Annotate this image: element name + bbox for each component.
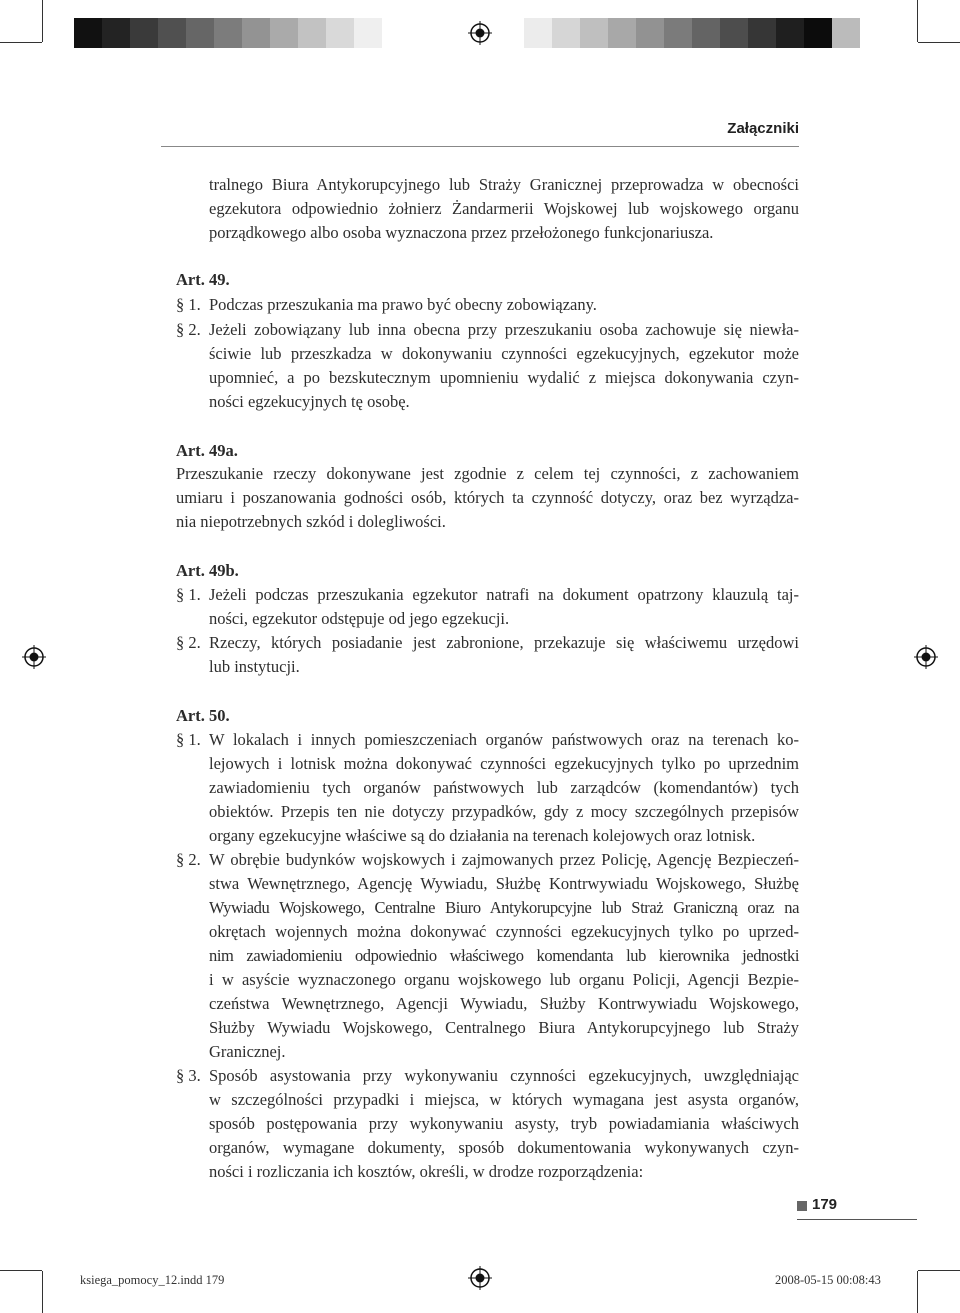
text-line: Rzeczy, których posiadanie jest zabronione, przekazuje się właściwemu urzędowi (209, 633, 799, 652)
text-line: upomnieć, a po bezskutecznym upomnieniu wydalić z miejsca dokonywania czyn- (209, 368, 799, 387)
text-line: umiaru i poszanowania godności osób, których ta czynność dotyczy, oraz bez wyrządza- (176, 488, 799, 507)
registration-mark-icon (22, 645, 46, 669)
paragraph-number: § 1. (176, 295, 201, 314)
text-line: stwa Wewnętrznego, Agencję Wywiadu, Służbę Kontrwywiadu Wojskowego, Służbę (209, 874, 799, 893)
color-swatch (720, 18, 748, 48)
text-line: Służby Wywiadu Wojskowego, Centralnego Biura Antykorupcyjnego lub Straży (209, 1018, 799, 1037)
registration-mark-icon (468, 1266, 492, 1290)
color-swatch (636, 18, 664, 48)
text-line: W lokalach i innych pomieszczeniach organów państwowych oraz na terenach ko- (209, 730, 799, 749)
text-line: ności i rozliczania ich kosztów, określi, w drodze rozporządzenia: (209, 1162, 644, 1181)
text-line: tralnego Biura Antykorupcyjnego lub Straży Granicznej przeprowadza w obecności (209, 175, 799, 194)
text-line: Jeżeli zobowiązany lub inna obecna przy przeszukaniu osoba zachowuje się niewła- (209, 320, 799, 339)
crop-mark (917, 1271, 918, 1313)
crop-mark (0, 42, 42, 43)
text-line: nia niepotrzebnych szkód i dolegliwości. (176, 512, 446, 531)
text-line: w szczególności przypadki i miejsca, w których wymagana jest asysta organów, (209, 1090, 799, 1109)
paragraph-number: § 3. (176, 1066, 201, 1085)
color-swatch (664, 18, 692, 48)
page-number: 179 (812, 1196, 838, 1213)
text-line: lub instytucji. (209, 657, 300, 676)
text-line: obiektów. Przepis ten nie dotyczy przypadków, gdy z mocy szczególnych przepisów (209, 802, 799, 821)
text-line: ności egzekucyjnych tę osobę. (209, 392, 410, 411)
text-line: Granicznej. (209, 1042, 286, 1061)
text-line: zawiadomieniu tych organów państwowych lub zarządców (komendantów) tych (209, 778, 799, 797)
text-line: Przeszukanie rzeczy dokonywane jest zgodnie z celem tej czynności, z zachowaniem (176, 464, 799, 483)
color-calibration-bar-right (524, 18, 860, 48)
color-swatch (692, 18, 720, 48)
paragraph-number: § 2. (176, 320, 201, 339)
text-line: organów, wymagane dokumenty, sposób dokumentowania wykonywanych czyn- (209, 1138, 799, 1157)
article-heading: Art. 49. (176, 270, 230, 289)
page-number-rule (797, 1219, 917, 1220)
text-line: organy egzekucyjne właściwe są do działania na terenach kolejowych oraz lotnisk. (209, 826, 756, 845)
crop-mark (0, 1270, 42, 1271)
color-swatch (608, 18, 636, 48)
text-line: W obrębie budynków wojskowych i zajmowanych przez Policję, Agencję Bezpieczeń- (209, 850, 799, 869)
text-line: okrętach wojennych można dokonywać czynności egzekucyjnych tylko po uprzed- (209, 922, 799, 941)
text-line: i w asyście wyznaczonego organu wojskowego lub organu Policji, Agencji Bezpie- (209, 970, 799, 989)
text-line: Wywiadu Wojskowego, Centralne Biuro Antykorupcyjne lub Straż Graniczną oraz na (209, 898, 799, 917)
paragraph-number: § 2. (176, 850, 201, 869)
text-line: Podczas przeszukania ma prawo być obecny zobowiązany. (209, 295, 597, 314)
text-line: ności, egzekutor odstępuje od jego egzekucji. (209, 609, 510, 628)
article-heading: Art. 50. (176, 706, 230, 725)
text-line: lejowych i lotnisk można dokonywać czynności egzekucyjnych tylko po uprzednim (209, 754, 799, 773)
text-line: nim zawiadomieniu odpowiednio właściwego komendanta lub kierownika jednostki (209, 946, 799, 965)
paragraph-number: § 1. (176, 585, 201, 604)
text-line: sposób postępowania przy wykonywaniu asysty, tryb powiadamiania właściwych (209, 1114, 799, 1133)
color-swatch (552, 18, 580, 48)
crop-mark (918, 1270, 960, 1271)
color-swatch (776, 18, 804, 48)
color-calibration-bar-left (74, 18, 382, 48)
color-swatch (158, 18, 186, 48)
registration-mark-icon (914, 645, 938, 669)
footer-file-name: ksiega_pomocy_12.indd 179 (80, 1273, 225, 1287)
crop-mark (42, 1271, 43, 1313)
color-swatch (524, 18, 552, 48)
color-swatch (242, 18, 270, 48)
article-heading: Art. 49b. (176, 561, 239, 580)
footer-timestamp: 2008-05-15 00:08:43 (775, 1273, 881, 1287)
crop-mark (918, 42, 960, 43)
paragraph-number: § 2. (176, 633, 201, 652)
header-rule (161, 146, 799, 147)
page-number-marker (797, 1201, 807, 1211)
registration-mark-icon (468, 21, 492, 45)
text-line: Sposób asystowania przy wykonywaniu czynności egzekucyjnych, uwzględniając (209, 1066, 799, 1085)
article-heading: Art. 49a. (176, 441, 238, 460)
color-swatch (354, 18, 382, 48)
section-header: Załączniki (727, 120, 799, 137)
text-line: egzekutora odpowiednio żołnierz Żandarmerii Wojskowej lub wojskowego organu (209, 199, 799, 218)
color-swatch (804, 18, 832, 48)
color-swatch (298, 18, 326, 48)
crop-mark (42, 0, 43, 42)
color-swatch (326, 18, 354, 48)
color-swatch (270, 18, 298, 48)
color-swatch (102, 18, 130, 48)
paragraph-number: § 1. (176, 730, 201, 749)
color-swatch (748, 18, 776, 48)
text-line: ściwie lub przeszkadza w dokonywaniu czynności egzekucyjnych, egzekutor może (209, 344, 799, 363)
text-line: porządkowego albo osoba wyznaczona przez przełożonego funkcjonariusza. (209, 223, 714, 242)
crop-mark (917, 0, 918, 42)
text-line: czeństwa Wewnętrznego, Agencji Wywiadu, Służby Kontrwywiadu Wojskowego, (209, 994, 799, 1013)
color-swatch (74, 18, 102, 48)
color-swatch (214, 18, 242, 48)
color-swatch (130, 18, 158, 48)
color-swatch (580, 18, 608, 48)
text-line: Jeżeli podczas przeszukania egzekutor natrafi na dokument opatrzony klauzulą taj- (209, 585, 799, 604)
color-swatch (186, 18, 214, 48)
color-swatch (832, 18, 860, 48)
